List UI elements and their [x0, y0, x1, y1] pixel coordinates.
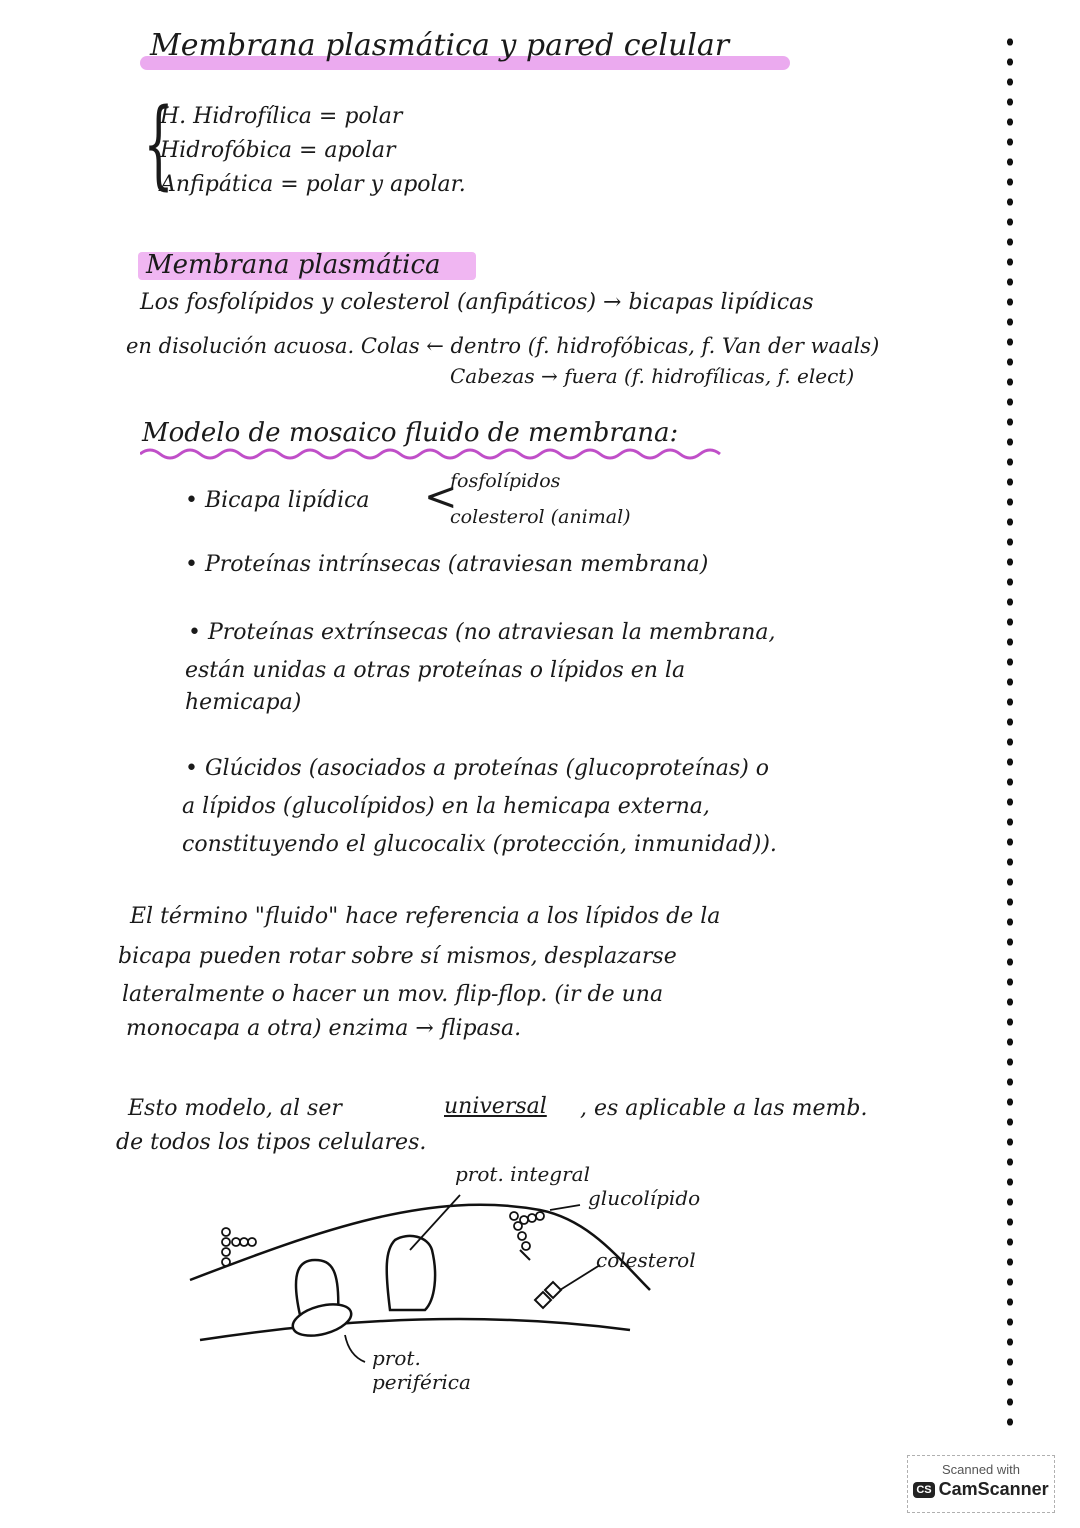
section2-heading: Modelo de mosaico fluido de membrana:: [142, 418, 679, 448]
label-prot-periferica-2: periférica: [372, 1370, 471, 1394]
paragraph1-line3: lateralmente o hacer un mov. flip-flop. (ir de una: [122, 982, 664, 1007]
label-colesterol: colesterol: [596, 1248, 696, 1272]
label-prot-integral: prot. integral: [455, 1162, 590, 1186]
label-glucolipido: glucolípido: [588, 1186, 701, 1210]
bicapa-fosfolipidos: fosfolípidos: [450, 470, 561, 492]
paragraph2-line1-c: , es aplicable a las memb.: [580, 1096, 868, 1121]
paragraph2-line2: de todos los tipos celulares.: [116, 1130, 427, 1155]
definition-anfipatica: Anfipática = polar y apolar.: [160, 172, 466, 197]
paragraph2-line1-a: Esto modelo, al ser: [128, 1096, 342, 1121]
scanner-top-text: Scanned with: [941, 1462, 1021, 1477]
bullet-glucidos-line2: a lípidos (glucolípidos) en la hemicapa externa,: [182, 794, 710, 819]
definitions-brace: {: [143, 88, 174, 200]
bicapa-colesterol: colesterol (animal): [450, 506, 631, 528]
bullet-bicapa: • Bicapa lipídica: [185, 488, 370, 513]
section1-line1: Los fosfolípidos y colesterol (anfipáticos) → bicapas lipídicas: [140, 290, 814, 315]
bullet-glucidos-line3: constituyendo el glucocalix (protección, inmunidad)).: [182, 832, 777, 857]
scanner-brand-row: [908, 1479, 1054, 1500]
bicapa-branch-icon: <: [424, 474, 458, 520]
camscanner-logo-icon: CS: [913, 1482, 934, 1498]
definition-hidrofobica: Hidrofóbica = apolar: [160, 138, 396, 163]
spiral-binding: [1004, 36, 1016, 1436]
paragraph2-universal: universal: [444, 1094, 547, 1119]
paragraph1-line2: bicapa pueden rotar sobre sí mismos, desplazarse: [118, 944, 677, 969]
section1-line3: Cabezas → fuera (f. hidrofílicas, f. elect): [450, 364, 855, 388]
bullet-extrinsecas-line1: • Proteínas extrínsecas (no atraviesan la membrana,: [188, 620, 776, 645]
scanner-brand: CamScanner: [938, 1479, 1049, 1499]
section1-heading: Membrana plasmática: [146, 250, 441, 280]
page-title: Membrana plasmática y pared celular: [150, 28, 730, 63]
label-prot-periferica-1: prot.: [372, 1346, 421, 1370]
paragraph1-line4: monocapa a otra) enzima → flipasa.: [126, 1016, 522, 1041]
bullet-intrinsecas: • Proteínas intrínsecas (atraviesan membrana): [185, 552, 709, 577]
bullet-extrinsecas-line2: están unidas a otras proteínas o lípidos en la: [185, 658, 686, 683]
camscanner-watermark: [907, 1455, 1055, 1513]
bullet-extrinsecas-line3: hemicapa): [185, 690, 302, 715]
definition-hidrofilica: H. Hidrofílica = polar: [160, 104, 403, 129]
paragraph1-line1: El término "fluido" hace referencia a los lípidos de la: [130, 904, 721, 929]
section1-line2: en disolución acuosa. Colas ← dentro (f. hidrofóbicas, f. Van der waals): [126, 334, 880, 358]
section2-wavy-underline: [140, 446, 740, 462]
bullet-glucidos-line1: • Glúcidos (asociados a proteínas (glucoproteínas) o: [185, 756, 770, 781]
